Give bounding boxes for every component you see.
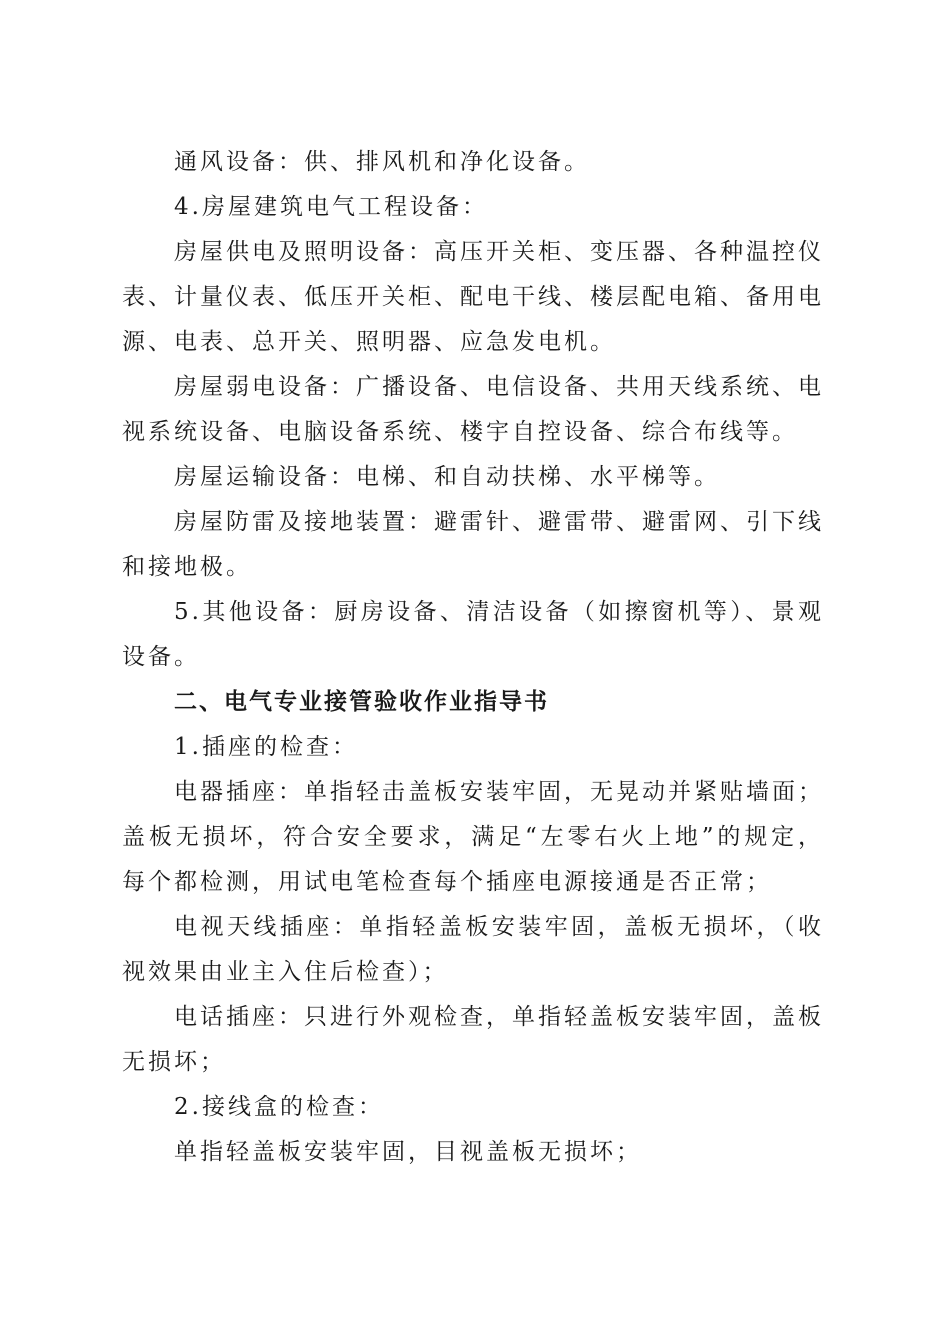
paragraph-tv-socket: 电视天线插座：单指轻盖板安装牢固，盖板无损坏，（收视效果由业主入住后检查）；: [122, 914, 824, 985]
paragraph-lightning: 房屋防雷及接地装置：避雷针、避雷带、避雷网、引下线和接地极。: [122, 509, 824, 580]
document-body: [122, 140, 824, 1175]
paragraph-electric-socket: 电器插座：单指轻击盖板安装牢固，无晃动并紧贴墙面；盖板无损坏，符合安全要求，满足“左零右火上地”的规定，每个都检测，用试电笔检查每个插座电源接通是否正常；: [122, 779, 824, 895]
paragraph-ventilation: 通风设备：供、排风机和净化设备。: [174, 149, 590, 175]
paragraph-transport: 房屋运输设备：电梯、和自动扶梯、水平梯等。: [174, 464, 720, 490]
paragraph-junction-box-check: 2.接线盒的检查：: [174, 1094, 384, 1120]
paragraph-phone-socket: 电话插座：只进行外观检查，单指轻盖板安装牢固，盖板无损坏；: [122, 1004, 824, 1075]
paragraph-junction-box: 单指轻盖板安装牢固，目视盖板无损坏；: [174, 1139, 642, 1165]
section-heading: 二、电气专业接管验收作业指导书: [174, 689, 549, 715]
paragraph-socket-check: 1.插座的检查：: [174, 734, 358, 760]
paragraph-other-equipment: 5.其他设备：厨房设备、清洁设备（如擦窗机等）、景观设备。: [122, 599, 824, 670]
paragraph-weak-current: 房屋弱电设备：广播设备、电信设备、共用天线系统、电视系统设备、电脑设备系统、楼宇自控设备、综合布线等。: [122, 374, 824, 445]
paragraph-electrical-heading: 4.房屋建筑电气工程设备：: [174, 194, 488, 220]
paragraph-power-lighting: 房屋供电及照明设备：高压开关柜、变压器、各种温控仪表、计量仪表、低压开关柜、配电干线、楼层配电箱、备用电源、电表、总开关、照明器、应急发电机。: [122, 239, 824, 355]
